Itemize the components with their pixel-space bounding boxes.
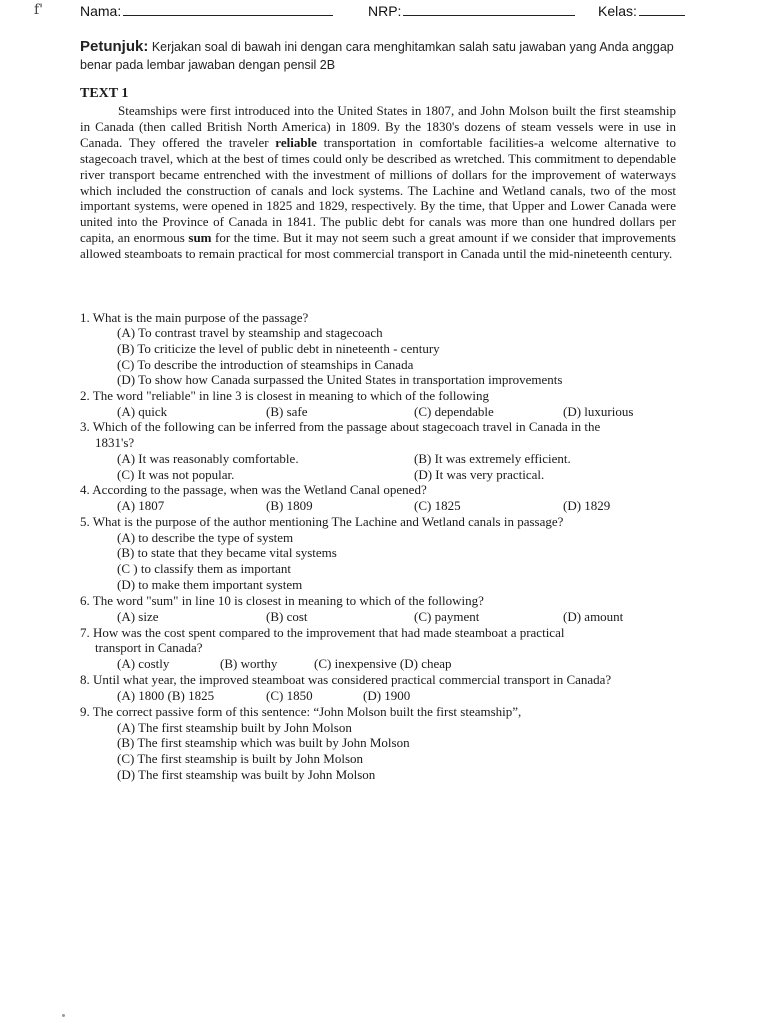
question-1: 1. What is the main purpose of the passage? <box>80 310 309 325</box>
option-4a[interactable]: (A) 1807 <box>117 498 165 513</box>
option-9b[interactable]: (B) The first steamship which was built by John Molson <box>117 735 410 750</box>
option-9a[interactable]: (A) The first steamship built by John Molson <box>117 720 352 735</box>
option-4d[interactable]: (D) 1829 <box>563 498 611 513</box>
option-2a[interactable]: (A) quick <box>117 404 168 419</box>
option-8d[interactable]: (D) 1900 <box>363 688 411 703</box>
question-4: 4. According to the passage, when was the Wetland Canal opened? <box>80 482 427 497</box>
question-6: 6. The word "sum" in line 10 is closest in meaning to which of the following? <box>80 593 484 608</box>
nrp-label: NRP: <box>368 3 402 19</box>
reading-passage <box>80 103 676 262</box>
passage-part-1: Steamships were first introduced into the United States in 1807, and John Molson built the first steamship in Canada (then called British North America) in 1809. By the 1830's dozens of steam vessels were in use in Canada. They offered the traveler <box>80 103 676 150</box>
option-2c[interactable]: (C) dependable <box>414 404 494 419</box>
option-5d[interactable]: (D) to make them important system <box>117 577 303 592</box>
instructions-label: Petunjuk: <box>80 38 149 55</box>
option-4c[interactable]: (C) 1825 <box>414 498 461 513</box>
option-5c[interactable]: (C ) to classify them as important <box>117 561 292 576</box>
option-4b[interactable]: (B) 1809 <box>266 498 313 513</box>
nrp-blank[interactable] <box>403 2 575 16</box>
option-6d[interactable]: (D) amount <box>563 609 624 624</box>
option-3b[interactable]: (B) It was extremely efficient. <box>414 451 571 466</box>
kelas-label: Kelas: <box>598 3 637 19</box>
question-3: 3. Which of the following can be inferred from the passage about stagecoach travel in Canada in the <box>80 419 601 434</box>
passage-part-2: transportation in comfortable facilities-a welcome alternative to stagecoach travel, which at the best of times could only be described as wretched. This commitment to dependable river transport became entrenched with the investment of millions of dollars for the improvement of waterways which included the construction of canals and lock systems. The Lachine and Wetland canals, two of the most important systems, were opened in 1825 and 1829, respectively. By the time, that Upper and Lower Canada were united into the Province of Canada in 1841. The public debt for canals was more than one hundred dollars per capita, an enormous <box>80 134 676 246</box>
kelas-blank[interactable] <box>639 2 685 16</box>
option-6b[interactable]: (B) cost <box>266 609 308 624</box>
option-1a[interactable]: (A) To contrast travel by steamship and stagecoach <box>117 325 383 340</box>
nrp-field[interactable] <box>368 2 575 20</box>
nama-label: Nama: <box>80 3 122 19</box>
option-6c[interactable]: (C) payment <box>414 609 480 624</box>
question-3-continued: 1831's? <box>95 435 135 450</box>
question-7: 7. How was the cost spent compared to the improvement that had made steamboat a practical <box>80 625 565 640</box>
question-7-continued: transport in Canada? <box>95 640 203 655</box>
kelas-field[interactable] <box>598 2 685 20</box>
passage-bold-sum: sum <box>188 230 212 246</box>
option-7a[interactable]: (A) costly <box>117 656 170 671</box>
page-mark: f' <box>34 2 44 18</box>
option-2b[interactable]: (B) safe <box>266 404 308 419</box>
question-8: 8. Until what year, the improved steamboat was considered practical commercial transport in Canada? <box>80 672 612 687</box>
option-8ab[interactable]: (A) 1800 (B) 1825 <box>117 688 215 703</box>
text-title: TEXT 1 <box>80 86 129 101</box>
instructions <box>80 38 700 74</box>
nama-field[interactable] <box>80 2 333 20</box>
option-8c[interactable]: (C) 1850 <box>266 688 313 703</box>
option-9d[interactable]: (D) The first steamship was built by John Molson <box>117 767 376 782</box>
option-1c[interactable]: (C) To describe the introduction of steamships in Canada <box>117 357 414 372</box>
question-5: 5. What is the purpose of the author mentioning The Lachine and Wetland canals in passage? <box>80 514 564 529</box>
option-6a[interactable]: (A) size <box>117 609 159 624</box>
option-3a[interactable]: (A) It was reasonably comfortable. <box>117 451 299 466</box>
option-1d[interactable]: (D) To show how Canada surpassed the United States in transportation improvements <box>117 372 563 387</box>
option-5b[interactable]: (B) to state that they became vital systems <box>117 545 337 560</box>
passage-part-3: for the time. But it may not seem such a great amount if we consider that improvements allowed steamboats to remain practical for most commercial transport in Canada until the mid-nineteenth century. <box>80 230 676 262</box>
nama-blank[interactable] <box>123 2 333 16</box>
option-9c[interactable]: (C) The first steamship is built by John Molson <box>117 751 364 766</box>
option-2d[interactable]: (D) luxurious <box>563 404 634 419</box>
option-1b[interactable]: (B) To criticize the level of public debt in nineteenth - century <box>117 341 440 356</box>
scan-speck <box>62 1014 65 1017</box>
option-5a[interactable]: (A) to describe the type of system <box>117 530 294 545</box>
question-9: 9. The correct passive form of this sentence: “John Molson built the first steamship”, <box>80 704 522 719</box>
option-7b[interactable]: (B) worthy <box>220 656 278 671</box>
passage-bold-reliable: reliable <box>275 134 317 150</box>
question-2: 2. The word "reliable" in line 3 is closest in meaning to which of the following <box>80 388 489 403</box>
instructions-text: Kerjakan soal di bawah ini dengan cara menghitamkan salah satu jawaban yang Anda anggap benar pada lembar jawaban dengan pensil 2B <box>80 40 674 72</box>
option-3d[interactable]: (D) It was very practical. <box>414 467 545 482</box>
option-3c[interactable]: (C) It was not popular. <box>117 467 235 482</box>
option-7cd[interactable]: (C) inexpensive (D) cheap <box>314 656 452 671</box>
